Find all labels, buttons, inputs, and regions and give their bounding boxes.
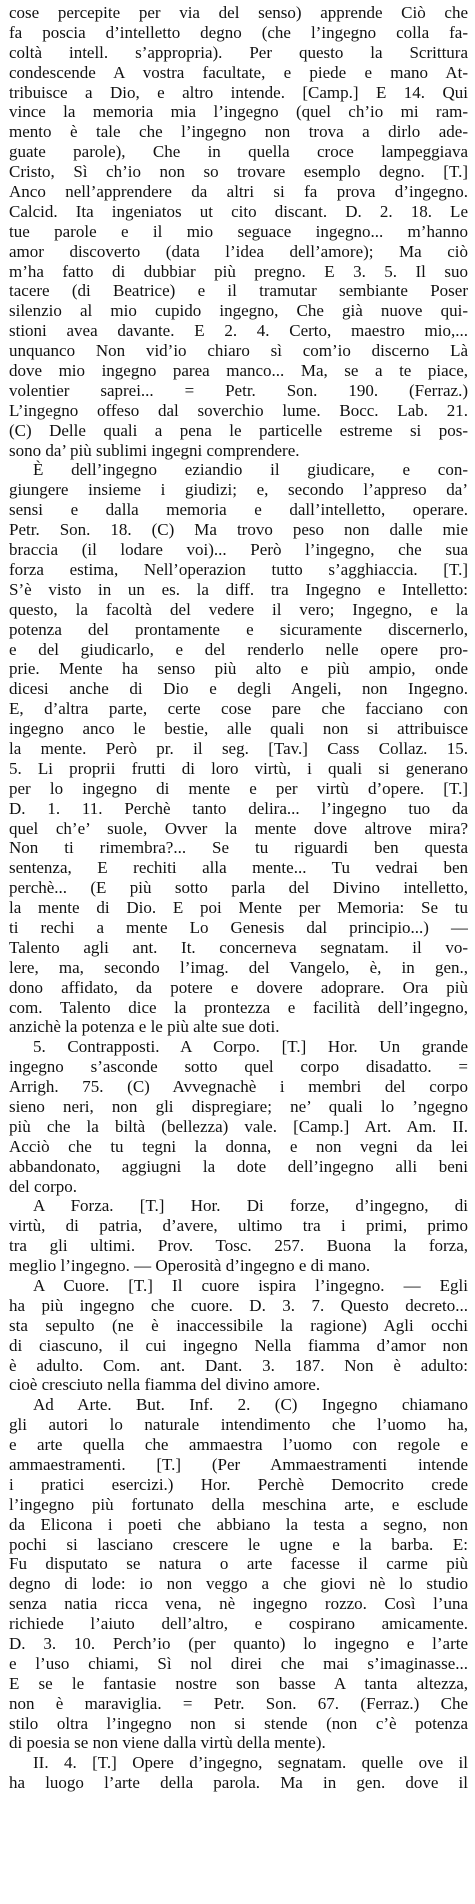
- text-line: e arte quella che ammaestra l’uomo con regole e: [9, 1435, 468, 1455]
- text-line: mento è tale che l’ingegno non trova a dirlo ade-: [9, 122, 468, 142]
- text-line: com. Talento dice la prontezza e facilità dell’ingegno,: [9, 997, 468, 1017]
- text-line: Fu disputato se natura o arte facesse il carme più: [9, 1554, 468, 1574]
- text-line: E se le fantasie nostre son basse A tanta altezza,: [9, 1673, 468, 1693]
- text-line: senza natia ricca vena, nè ingegno rozzo. Così l’una: [9, 1594, 468, 1614]
- text-line: Ad Arte. But. Inf. 2. (C) Ingegno chiamano: [33, 1395, 468, 1415]
- text-line: braccia (il lodare voi)... Però l’ingegno, che sua: [9, 540, 468, 560]
- text-line: dove mio ingegno parea manco... Ma, se a te piace,: [9, 361, 468, 381]
- text-line: quel ch’e’ suole, Ovver la mente dove altrove mira?: [9, 818, 468, 838]
- text-line: non è maraviglia. = Petr. Son. 67. (Ferraz.) Che: [9, 1693, 468, 1713]
- text-line: cioè cresciuto nella fiamma del divino amore.: [9, 1375, 321, 1395]
- text-line: gli autori lo naturale intendimento che l’uomo ha,: [9, 1415, 468, 1435]
- text-line: (C) Delle quali a pena le particelle estreme si pos-: [9, 420, 468, 440]
- text-line: D. 3. 10. Perch’io (per quanto) lo ingegno e l’arte: [9, 1634, 468, 1654]
- text-line: ingegno anco le bestie, alle quali non si attribuisce: [9, 719, 468, 739]
- text-line: volentier saprei... = Petr. Son. 190. (Ferraz.): [9, 380, 468, 400]
- text-line: Arrigh. 75. (C) Avvegnachè i membri del corpo: [9, 1077, 468, 1097]
- text-line: ha più ingegno che cuore. D. 3. 7. Questo decreto...: [9, 1295, 468, 1315]
- text-line: unquanco Non vid’io chiaro sì com’io discerno Là: [9, 341, 468, 361]
- text-line: l’ingegno più fortunato della meschina arte, e esclude: [9, 1494, 468, 1514]
- text-line: S’è visto in un es. la diff. tra Ingegno e Intelletto:: [9, 579, 468, 599]
- text-line: di ciascuno, il cui ingegno Nella fiamma d’amor non: [9, 1335, 468, 1355]
- text-line: prie. Mente ha senso più alto e più ampio, onde: [9, 659, 468, 679]
- text-line: vince la memoria mia l’ingegno (quel ch’io mi ram-: [9, 102, 468, 122]
- text-line: anzichè la potenza e le più alte sue doti.: [9, 1017, 280, 1037]
- text-line: forza estima, Nell’operazion tutto s’agghiaccia. [T.]: [9, 559, 468, 579]
- text-line: del corpo.: [9, 1176, 77, 1196]
- text-line: tacere (di Beatrice) e il tramutar sembiante Poser: [9, 281, 468, 301]
- text-line: pochi si lasciano crescere le ugne e la barba. E:: [9, 1534, 468, 1554]
- text-line: Anco nell’apprendere da altri si fa prova d’ingegno.: [9, 182, 468, 202]
- text-line: i pratici esercizi.) Hor. Perchè Democrito crede: [9, 1474, 468, 1494]
- text-line: potenza del prontamente e sicuramente discernerlo,: [9, 619, 468, 639]
- text-line: sono da’ più sublimi ingegni comprendere.: [9, 440, 300, 460]
- text-line: ammaestramenti. [T.] (Per Ammaestramenti intende: [9, 1455, 468, 1475]
- text-line: meglio l’ingegno. — Operosità d’ingegno e di mano.: [9, 1256, 371, 1276]
- text-line: abbandonato, aggiugni la dote dell’ingegno alli beni: [9, 1156, 468, 1176]
- text-line: richiede l’aiuto dell’altro, e cospirano amicamente.: [9, 1614, 468, 1634]
- text-line: guate parole), Che in quella croce lampeggiava: [9, 142, 468, 162]
- text-line: fa poscia d’intelletto degno (che l’ingegno colla fa-: [9, 22, 468, 42]
- text-line: Non ti rimembra?... Se tu riguardi ben questa: [9, 838, 468, 858]
- text-line: e l’uso chiami, Sì nol direi che mai s’imaginasse...: [9, 1653, 468, 1673]
- text-line: virtù, di patria, d’avere, ultimo tra i primi, primo: [9, 1216, 468, 1236]
- text-line: A Forza. [T.] Hor. Di forze, d’ingegno, di: [33, 1196, 468, 1216]
- text-line: dicesi anche di Dio e degli Angeli, non Ingegno.: [9, 679, 468, 699]
- text-line: m’ha fatto di dubbiar più pregno. E 3. 5. Il suo: [9, 261, 468, 281]
- text-line: Acciò che tu tegni la donna, e non vegni da lei: [9, 1136, 468, 1156]
- text-line: dono affidato, da potere e dovere adoprare. Ora più: [9, 977, 468, 997]
- text-line: cose percepite per via del senso) apprende Ciò che: [9, 3, 468, 22]
- text-line: stilo oltra l’ingegno non si stende (non c’è potenza: [9, 1713, 468, 1733]
- text-line: lere, ma, secondo l’imag. del Vangelo, è, in gen.,: [9, 957, 468, 977]
- text-line: L’ingegno offeso dal soverchio lume. Bocc. Lab. 21.: [9, 400, 468, 420]
- text-line: sieno neri, non gli dispregiare; ne’ quali lo ’ngegno: [9, 1096, 468, 1116]
- text-line: II. 4. [T.] Opere d’ingegno, segnatam. quelle ove il: [33, 1753, 468, 1773]
- text-line: questo, la facoltà del vedere il vero; Ingegno, e la: [9, 599, 468, 619]
- text-line: silenzio al mio cupido ingegno, Che già nuove qui-: [9, 301, 468, 321]
- text-line: stioni avea davante. E 2. 4. Certo, maestro mio,...: [9, 321, 468, 341]
- text-line: È dell’ingegno eziandio il giudicare, e con-: [33, 460, 468, 480]
- text-line: Talento agli ant. It. concerneva segnatam. il vo-: [9, 937, 468, 957]
- text-line: ingegno s’asconde sotto quel corpo disadatto. =: [9, 1057, 468, 1077]
- text-line: ti rechi a mente Lo Genesis dal principio...) —: [9, 917, 468, 937]
- text-line: giungere insieme i giudizi; e, secondo l’appreso da’: [9, 480, 468, 500]
- text-line: condescende A vostra facultate, e piede e mano At-: [9, 62, 468, 82]
- text-line: Cristo, Sì ch’io non so trovare esemplo degno. [T.]: [9, 162, 468, 182]
- text-line: perchè... (E più sotto parla del Divino intelletto,: [9, 878, 468, 898]
- text-line: più che la biltà (bellezza) vale. [Camp.] Art. Am. II.: [9, 1116, 468, 1136]
- text-line: amor discoverto (data l’idea dell’amore); Ma ciò: [9, 241, 468, 261]
- text-line: e del giudicarlo, e del renderlo nelle opere pro-: [9, 639, 468, 659]
- text-line: da Elicona i poeti che abbiano la testa a segno, non: [9, 1514, 468, 1534]
- text-line: la mente. Però pr. il seg. [Tav.] Cass Collaz. 15.: [9, 738, 468, 758]
- text-line: E, d’altra parte, certe cose pare che facciano con: [9, 699, 468, 719]
- text-line: Petr. Son. 18. (C) Ma trovo peso non dalle mie: [9, 520, 468, 540]
- text-line: 5. Contrapposti. A Corpo. [T.] Hor. Un grande: [33, 1037, 468, 1057]
- text-line: Calcid. Ita ingeniatos ut cito discant. D. 2. 18. Le: [9, 201, 468, 221]
- text-line: tue parole e il mio seguace ingegno... m’hanno: [9, 221, 468, 241]
- text-line: per lo ingegno di mente e per virtù d’opere. [T.]: [9, 778, 468, 798]
- text-line: è adulto. Com. ant. Dant. 3. 187. Non è adulto:: [9, 1355, 468, 1375]
- text-line: di poesia se non viene dalla virtù della mente).: [9, 1733, 326, 1753]
- text-line: sensi e dalla memoria e dall’intelletto, operare.: [9, 500, 468, 520]
- text-line: D. 1. 11. Perchè tanto delira... l’ingegno tuo da: [9, 798, 468, 818]
- text-line: sta sepulto (ne è inaccessibile la ragione) Agli occhi: [9, 1315, 468, 1335]
- text-line: 5. Li proprii frutti di loro virtù, i quali si generano: [9, 758, 468, 778]
- text-line: A Cuore. [T.] Il cuore ispira l’ingegno. — Egli: [33, 1276, 468, 1295]
- text-line: la mente di Dio. E poi Mente per Memoria: Se tu: [9, 898, 468, 918]
- text-line: sentenza, E rechiti alla mente... Tu vedrai ben: [9, 858, 468, 878]
- text-line: tribuisce a Dio, e altro intende. [Camp.] E 14. Qui: [9, 82, 468, 102]
- text-line: tra gli ultimi. Prov. Tosc. 257. Buona la forza,: [9, 1236, 468, 1256]
- text-line: degno di lode: io non veggo a che giovi nè lo studio: [9, 1574, 468, 1594]
- text-line: coltà intell. s’appropria). Per questo la Scrittura: [9, 42, 468, 62]
- text-line: ha luogo l’arte della parola. Ma in gen. dove il: [9, 1773, 468, 1793]
